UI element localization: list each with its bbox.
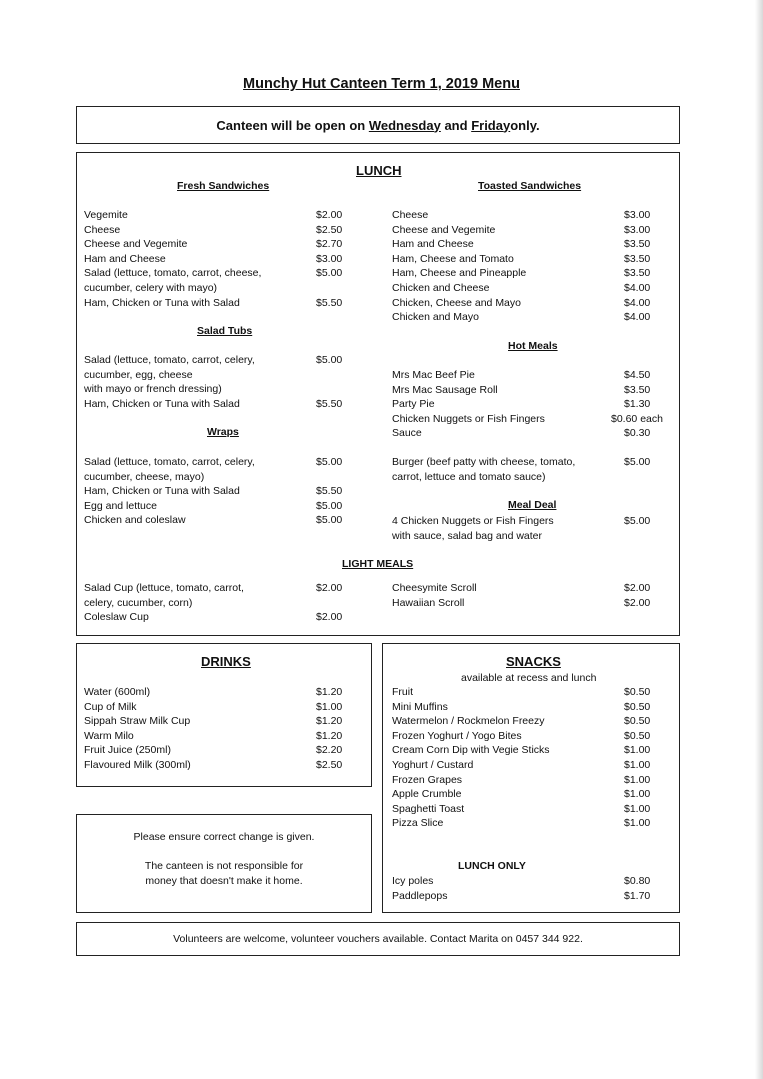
lunch-only-heading: LUNCH ONLY <box>458 860 526 872</box>
drink-item-name: Sippah Straw Milk Cup <box>84 715 191 728</box>
hot-meal-item-price: $3.50 <box>624 383 651 396</box>
light-meal-item-name: Salad Cup (lettuce, tomato, carrot, <box>84 582 244 594</box>
drink-item-price: $1.20 <box>316 715 343 728</box>
fresh-sandwich-item-name: Cheese and Vegemite <box>84 238 188 251</box>
drink-item-price: $2.20 <box>316 744 343 757</box>
volunteers-notice <box>76 922 680 956</box>
fresh-sandwich-item-name: Ham, Chicken or Tuna with Salad <box>84 296 240 309</box>
open-day-friday: Friday <box>471 117 511 133</box>
fresh-sandwich-item-price: $2.00 <box>316 209 343 221</box>
toasted-sandwich-item-price: $3.50 <box>624 238 651 251</box>
wrap-item-name: Salad (lettuce, tomato, carrot, celery, <box>84 456 255 468</box>
light-meal-item-price: $2.00 <box>624 596 651 609</box>
wrap-item-name: Chicken and coleslaw <box>84 514 186 527</box>
wrap-item-price: $5.00 <box>316 514 343 527</box>
light-meal-item-price: $2.00 <box>624 582 651 594</box>
open-day-wednesday: Wednesday <box>368 117 441 133</box>
salad-tub-item-price: $5.50 <box>316 397 343 410</box>
wrap-item-price: $5.50 <box>316 485 343 498</box>
burger-price: $5.00 <box>624 456 651 468</box>
toasted-sandwich-item-name: Chicken and Mayo <box>392 311 479 324</box>
hot-meal-item-name: Mrs Mac Sausage Roll <box>392 383 498 396</box>
toasted-sandwich-item-name: Cheese <box>392 209 429 221</box>
fresh-sandwich-item-name: Ham and Cheese <box>84 252 166 265</box>
page-edge <box>755 0 763 1079</box>
wrap-item-name: Ham, Chicken or Tuna with Salad <box>84 485 240 498</box>
light-meal-item-price: $2.00 <box>316 582 343 594</box>
hot-meal-item-name: Sauce <box>392 427 422 440</box>
snacks-heading: SNACKS <box>506 654 561 669</box>
lunch-only-item-name: Paddlepops <box>392 889 448 902</box>
snacks-subheading: available at recess and lunch <box>461 672 597 684</box>
toasted-sandwich-item-name: Ham and Cheese <box>392 238 474 251</box>
hot-meal-item-price: $0.30 <box>624 427 651 440</box>
hot-meal-item-name: Party Pie <box>392 398 435 411</box>
snack-item-price: $0.50 <box>624 700 651 713</box>
snack-item-price: $0.50 <box>624 715 651 728</box>
snack-item-name: Mini Muffins <box>392 700 448 713</box>
lunch-only-item-name: Icy poles <box>392 875 434 887</box>
burger-line-2: carrot, lettuce and tomato sauce) <box>392 471 546 483</box>
snack-item-price: $0.50 <box>624 686 651 698</box>
light-meal-item-name: Coleslaw Cup <box>84 611 149 624</box>
open-days-notice <box>76 106 680 144</box>
toasted-sandwich-item-name: Ham, Cheese and Tomato <box>392 252 514 265</box>
salad-tubs-heading: Salad Tubs <box>197 325 253 337</box>
wrap-item-price: $5.00 <box>316 499 343 512</box>
snack-item-price: $1.00 <box>624 773 651 786</box>
salad-tub-item-name: Ham, Chicken or Tuna with Salad <box>84 397 240 410</box>
snack-item-price: $1.00 <box>624 744 651 757</box>
snack-item-name: Frozen Yoghurt / Yogo Bites <box>392 729 522 742</box>
snack-item-price: $1.00 <box>624 802 651 815</box>
salad-tub-item-name: with mayo or french dressing) <box>84 383 222 396</box>
drinks-heading: DRINKS <box>201 654 251 669</box>
hot-meal-item-price: $4.50 <box>624 369 651 381</box>
fresh-sandwich-item-price: $5.50 <box>316 296 343 309</box>
light-meal-item-name: Cheesymite Scroll <box>392 582 477 594</box>
wrap-item-name: Egg and lettuce <box>84 499 157 512</box>
toasted-sandwich-item-price: $4.00 <box>624 296 651 309</box>
wraps-heading: Wraps <box>207 426 239 438</box>
open-notice-prefix: Canteen will be open on <box>216 117 366 133</box>
toasted-sandwich-item-price: $3.00 <box>624 223 651 236</box>
drink-item-price: $1.20 <box>316 686 343 698</box>
toasted-sandwich-item-price: $3.50 <box>624 267 651 280</box>
snack-item-name: Frozen Grapes <box>392 773 463 786</box>
drink-item-name: Warm Milo <box>84 729 134 742</box>
fresh-sandwich-item-price: $2.50 <box>316 223 343 236</box>
meal-deal-line-1: 4 Chicken Nuggets or Fish Fingers <box>392 515 554 527</box>
salad-tub-item-name: cucumber, egg, cheese <box>84 368 193 381</box>
hot-meals-heading: Hot Meals <box>508 340 558 352</box>
meal-deal-line-2: with sauce, salad bag and water <box>392 530 543 542</box>
note-correct-change: Please ensure correct change is given. <box>133 831 315 843</box>
snack-item-name: Fruit <box>392 686 413 698</box>
open-notice-suffix: only. <box>510 117 540 133</box>
fresh-sandwich-item-name: Salad (lettuce, tomato, carrot, cheese, <box>84 267 262 280</box>
drink-item-name: Flavoured Milk (300ml) <box>84 759 191 771</box>
snack-item-price: $1.00 <box>624 788 651 801</box>
snack-item-price: $1.00 <box>624 817 651 830</box>
hot-meal-item-price: $0.60 each <box>611 412 663 425</box>
snack-item-name: Pizza Slice <box>392 817 444 830</box>
salad-tub-item-price: $5.00 <box>316 354 343 366</box>
lunch-heading: LUNCH <box>356 163 402 178</box>
toasted-sandwich-item-price: $3.50 <box>624 252 651 265</box>
open-notice-middle: and <box>440 117 472 133</box>
drink-item-price: $1.20 <box>316 729 343 742</box>
drink-item-name: Cup of Milk <box>84 700 137 713</box>
meal-deal-heading: Meal Deal <box>508 499 557 511</box>
fresh-sandwich-item-price: $5.00 <box>316 267 343 280</box>
toasted-sandwich-item-name: Cheese and Vegemite <box>392 223 496 236</box>
hot-meal-item-name: Mrs Mac Beef Pie <box>392 369 475 381</box>
fresh-sandwich-item-name: Cheese <box>84 223 121 236</box>
meal-deal-price: $5.00 <box>624 515 651 527</box>
snack-item-name: Spaghetti Toast <box>392 802 465 815</box>
lunch-only-item-price: $0.80 <box>624 875 651 887</box>
snack-item-name: Apple Crumble <box>392 788 462 801</box>
lunch-only-item-price: $1.70 <box>624 889 651 902</box>
snack-item-name: Cream Corn Dip with Vegie Sticks <box>392 744 550 757</box>
fresh-sandwich-item-name: cucumber, celery with mayo) <box>84 282 218 294</box>
drink-item-name: Water (600ml) <box>84 686 151 698</box>
wrap-item-price: $5.00 <box>316 456 343 468</box>
toasted-sandwich-item-name: Ham, Cheese and Pineapple <box>392 267 527 280</box>
snack-item-price: $0.50 <box>624 729 651 742</box>
snack-item-price: $1.00 <box>624 759 651 771</box>
light-meals-heading: LIGHT MEALS <box>342 558 414 570</box>
salad-tub-item-name: Salad (lettuce, tomato, carrot, celery, <box>84 354 255 366</box>
menu-title: Munchy Hut Canteen Term 1, 2019 Menu <box>243 76 520 92</box>
fresh-sandwich-item-price: $3.00 <box>316 252 343 265</box>
fresh-sandwiches-heading: Fresh Sandwiches <box>177 180 270 192</box>
drink-item-price: $1.00 <box>316 700 343 713</box>
drink-item-price: $2.50 <box>316 759 343 771</box>
hot-meal-item-price: $1.30 <box>624 398 651 411</box>
drink-item-name: Fruit Juice (250ml) <box>84 744 171 757</box>
fresh-sandwich-item-price: $2.70 <box>316 238 343 251</box>
volunteers-text: Volunteers are welcome, volunteer vouchers available. Contact Marita on 0457 344 922. <box>173 933 583 945</box>
toasted-sandwich-item-price: $3.00 <box>624 209 651 221</box>
burger-line-1: Burger (beef patty with cheese, tomato, <box>392 456 576 468</box>
toasted-sandwiches-heading: Toasted Sandwiches <box>478 180 582 192</box>
toasted-sandwich-item-price: $4.00 <box>624 282 651 294</box>
note-responsibility-2: money that doesn't make it home. <box>145 875 303 887</box>
wrap-item-name: cucumber, cheese, mayo) <box>84 470 205 483</box>
note-responsibility-1: The canteen is not responsible for <box>144 860 304 872</box>
snack-item-name: Watermelon / Rockmelon Freezy <box>392 715 545 728</box>
fresh-sandwich-item-name: Vegemite <box>84 209 128 221</box>
toasted-sandwich-item-name: Chicken and Cheese <box>392 282 490 294</box>
light-meal-item-name: celery, cucumber, corn) <box>84 596 193 609</box>
snack-item-name: Yoghurt / Custard <box>392 759 474 771</box>
toasted-sandwich-item-name: Chicken, Cheese and Mayo <box>392 296 521 309</box>
hot-meal-item-name: Chicken Nuggets or Fish Fingers <box>392 412 545 425</box>
light-meal-item-name: Hawaiian Scroll <box>392 596 465 609</box>
light-meal-item-price: $2.00 <box>316 611 343 624</box>
toasted-sandwich-item-price: $4.00 <box>624 311 651 324</box>
